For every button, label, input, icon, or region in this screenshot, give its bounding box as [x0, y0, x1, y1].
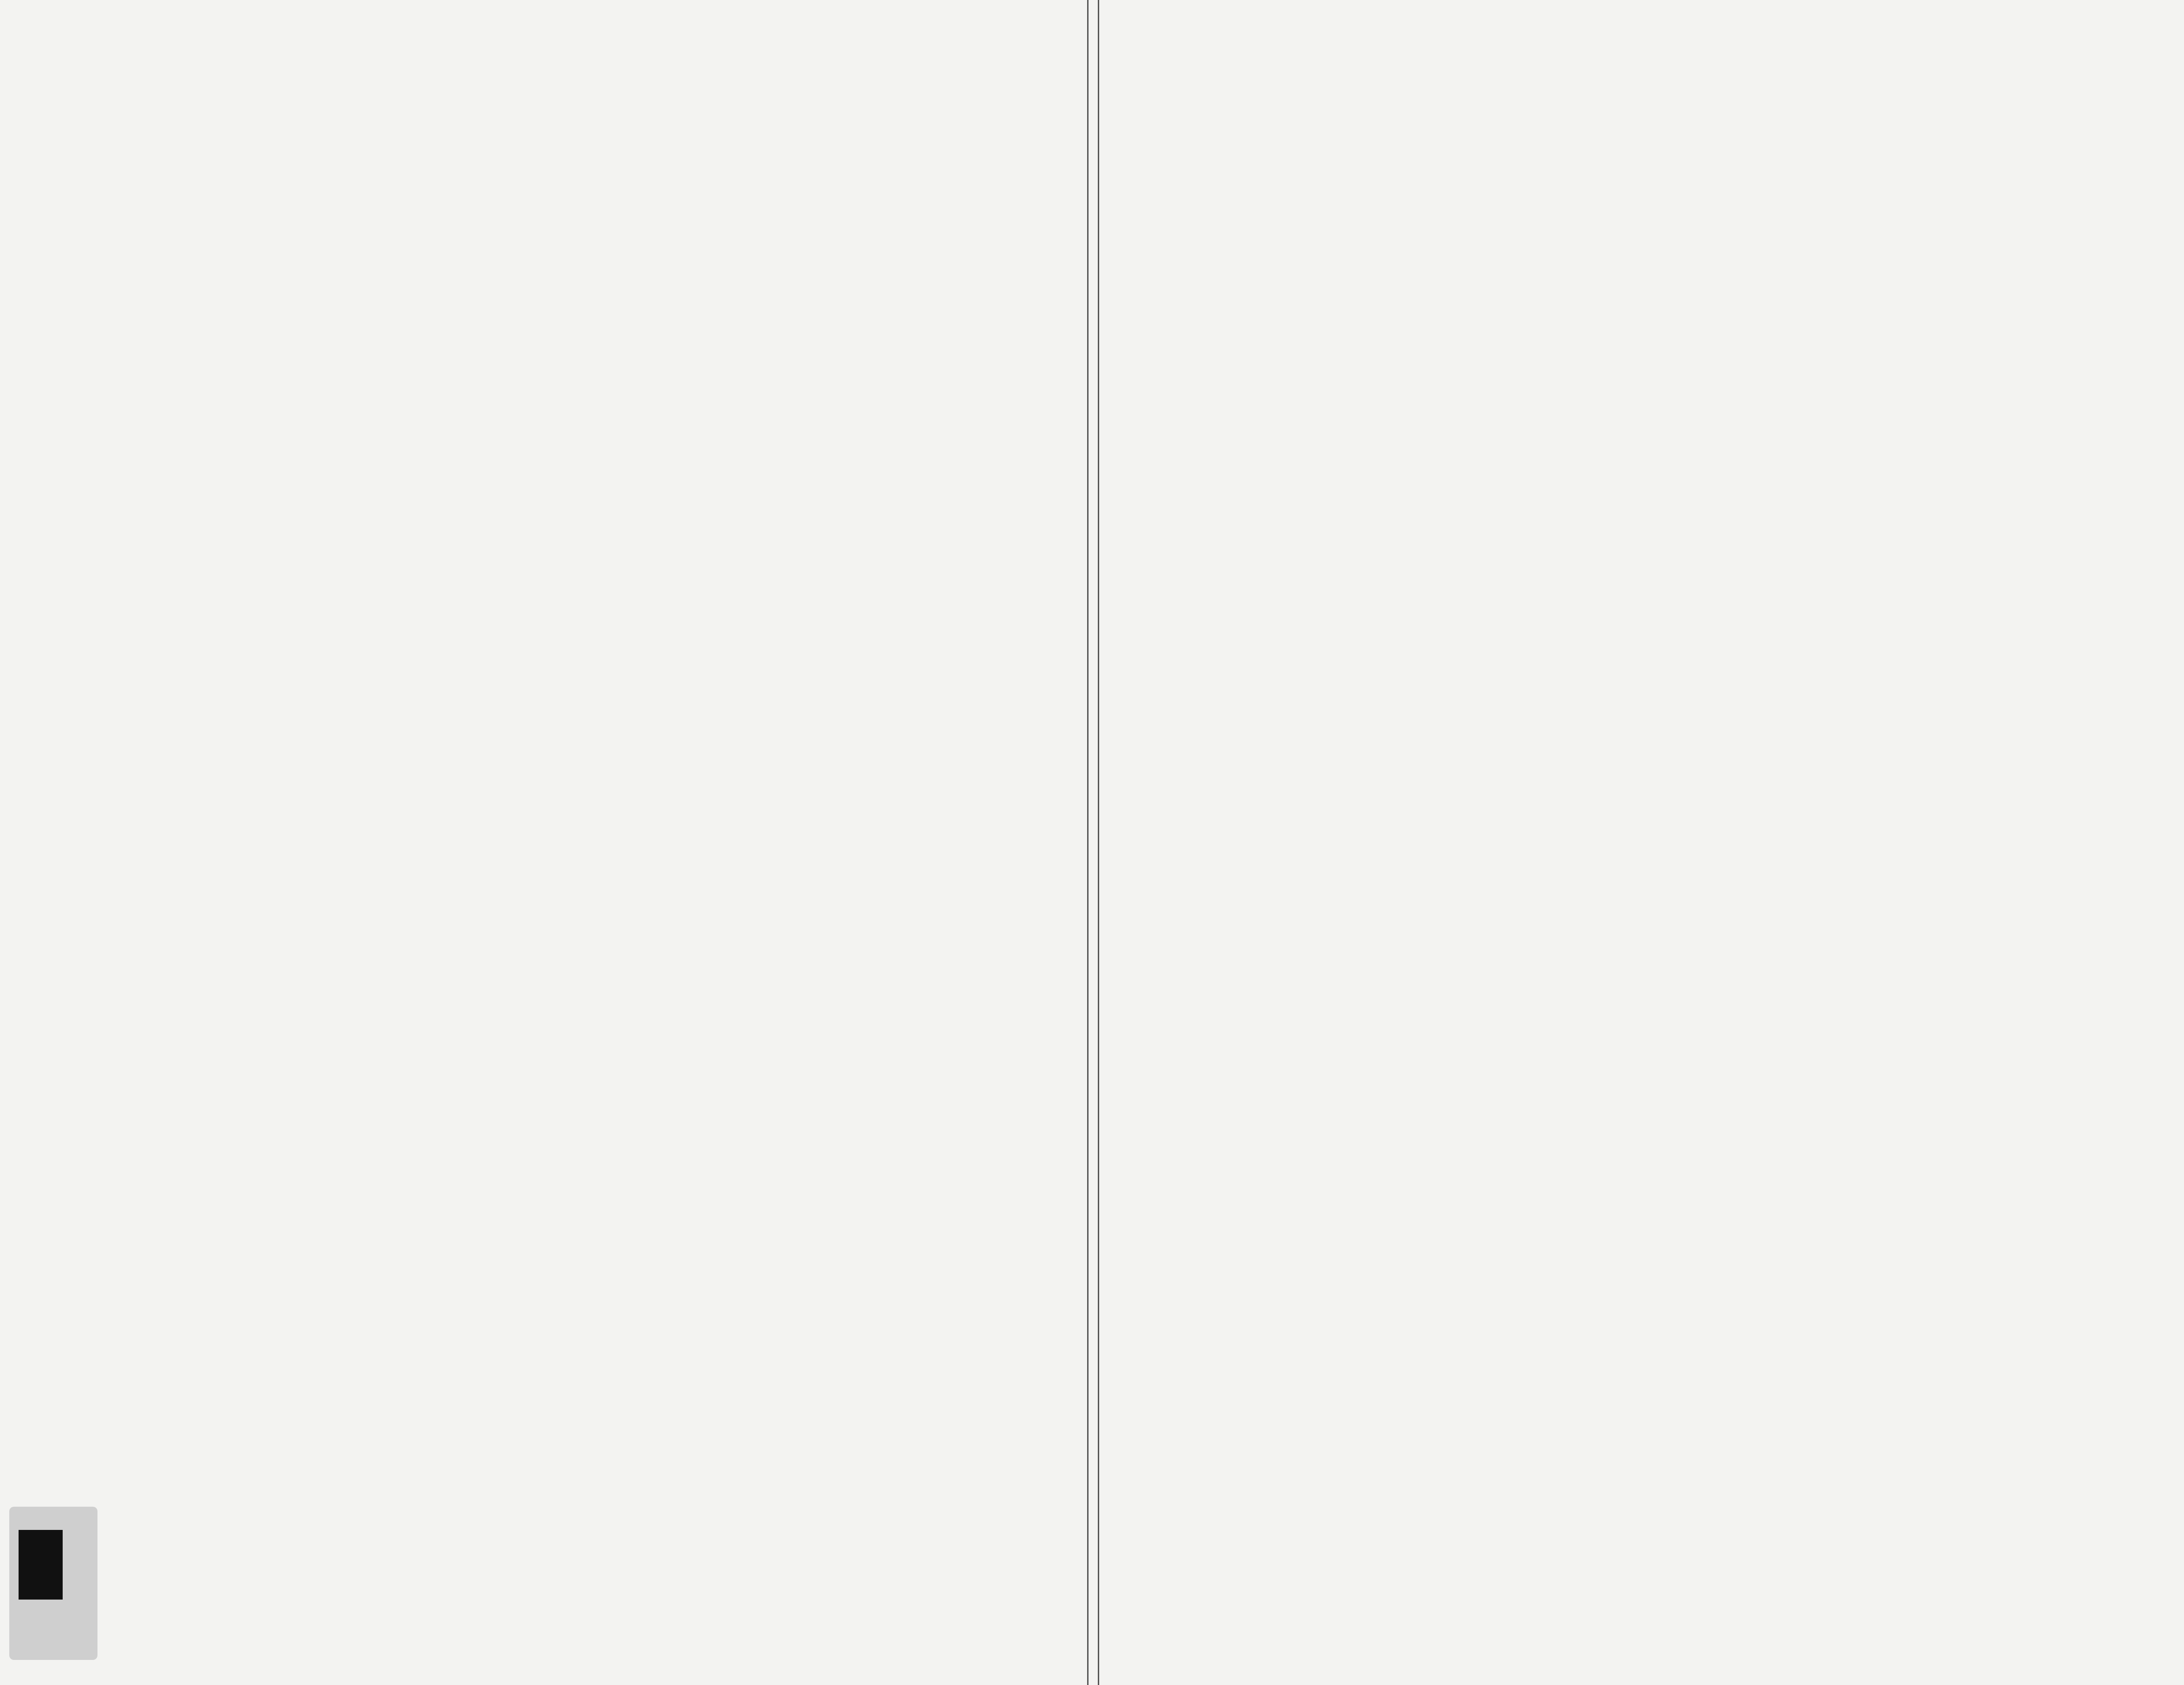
book-spine [1087, 0, 1099, 1685]
corner-blot [9, 1507, 97, 1660]
